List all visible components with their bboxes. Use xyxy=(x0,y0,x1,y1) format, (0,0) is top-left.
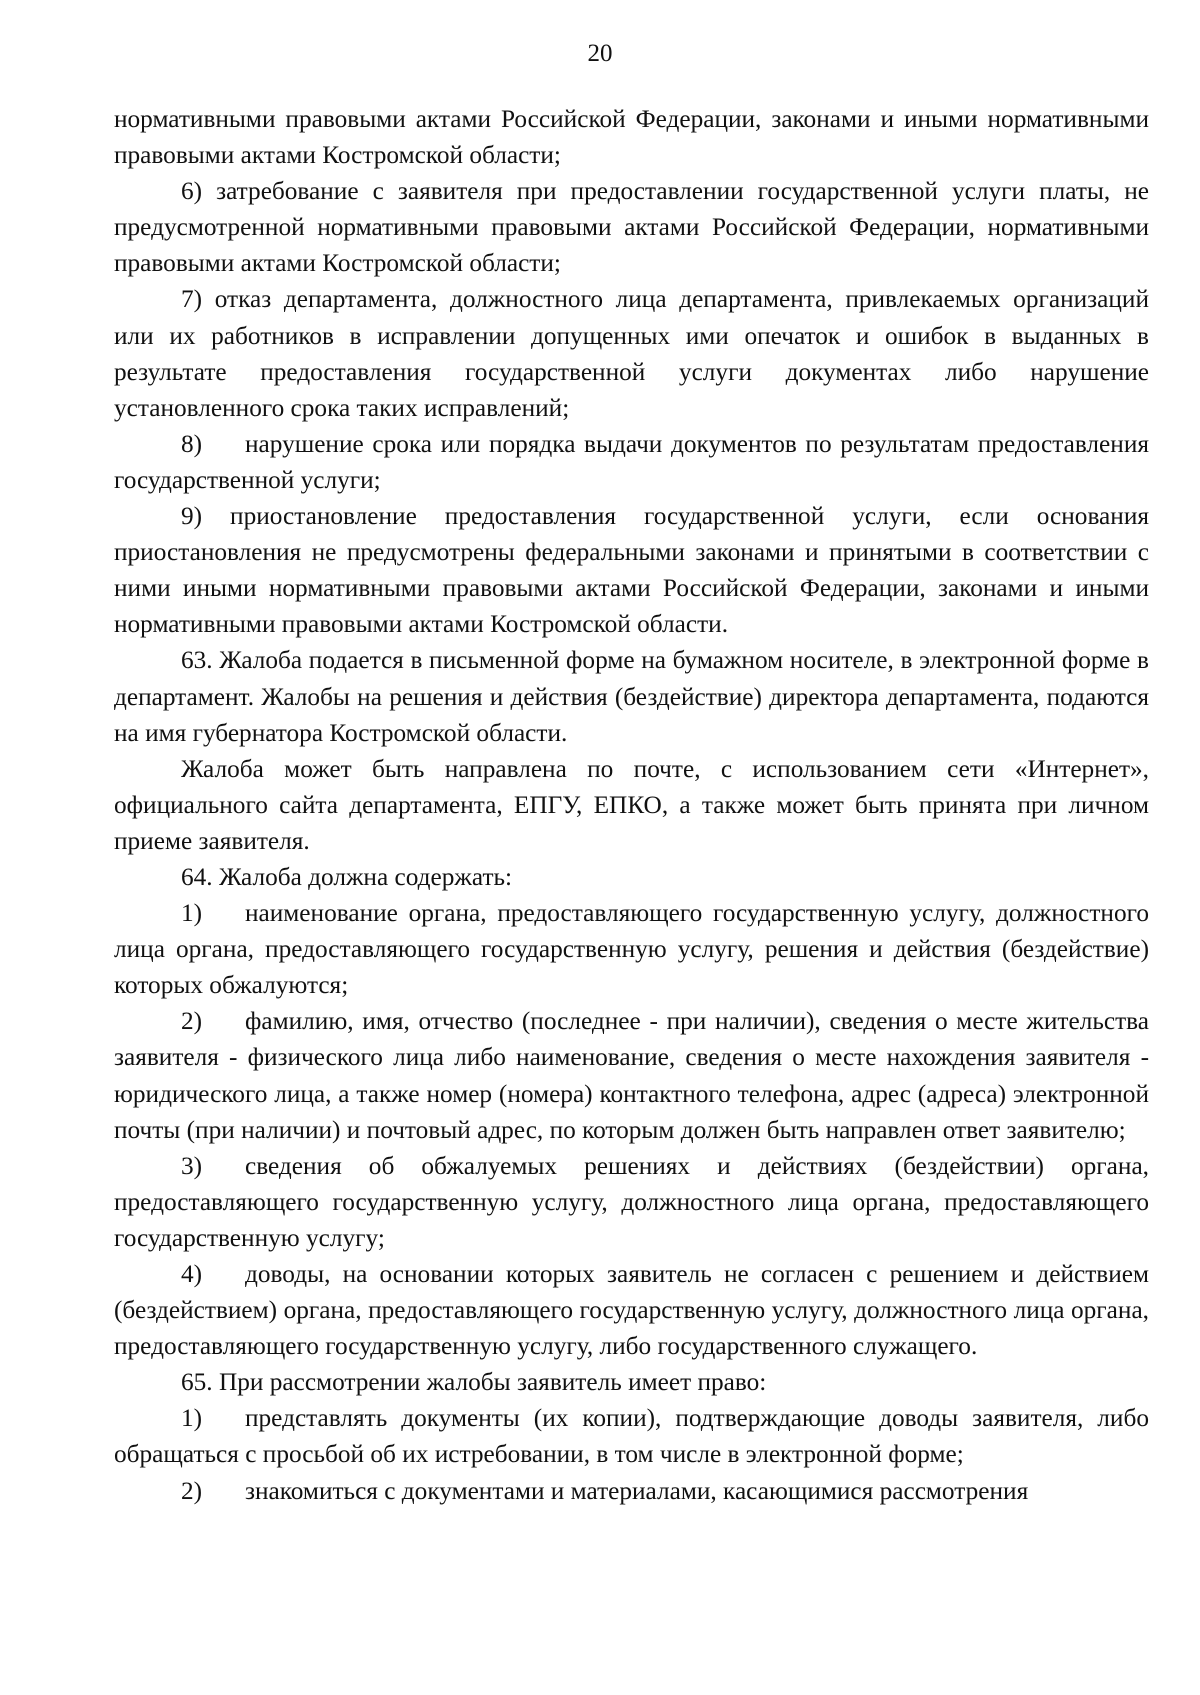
list-item xyxy=(114,281,1149,425)
section-number: 64. xyxy=(181,862,213,891)
list-item xyxy=(114,895,1149,1003)
section-text: При рассмотрении жалобы заявитель имеет право: xyxy=(218,1368,767,1397)
item-text: фамилию, имя, отчество (последнее - при наличии), сведения о месте жительства заявителя - физического лица либо наименование, сведения о месте нахождения заявителя - юридического лица, а также номер (номера) контактного телефона, адрес (адреса) электронной почты (при наличии) и почтовый адрес, по которым должен быть направлен ответ заявителю; xyxy=(114,1007,1149,1144)
section-text: Жалоба должна содержать: xyxy=(218,862,513,891)
list-item xyxy=(114,1148,1149,1256)
item-text: отказ департамента, должностного лица департамента, привлекаемых организаций или их работников в исправлении допущенных ими опечаток и ошибок в выданных в результате предоставления государственной услуги документах либо нарушение установленного срока таких исправлений; xyxy=(114,285,1149,422)
item-text: доводы, на основании которых заявитель не согласен с решением и действием (бездействием) органа, предоставляющего государственную услугу, должностного лица органа, предоставляющего государственную услугу, либо государственного служащего. xyxy=(114,1260,1149,1361)
item-text: приостановление предоставления государственной услуги, если основания приостановления не предусмотрены федеральными законами и принятыми в соответствии с ними иными нормативными правовыми актами Российской Федерации, законами и иными нормативными правовыми актами Костромской области. xyxy=(114,502,1149,639)
paragraph xyxy=(114,751,1149,859)
item-text: сведения об обжалуемых решениях и действиях (бездействии) органа, предоставляющего государственную услугу, должностного лица органа, предоставляющего государственную услугу; xyxy=(114,1151,1149,1252)
item-number: 2) xyxy=(181,1007,203,1036)
page-number: 20 xyxy=(587,40,613,67)
section-number: 65. xyxy=(181,1368,213,1397)
paragraph-text: нормативными правовыми актами Российской Федерации, законами и иными нормативными правовыми актами Костромской области; xyxy=(114,105,1149,170)
item-number: 7) xyxy=(181,285,203,314)
item-text: знакомиться с документами и материалами, касающимися рассмотрения xyxy=(245,1476,1029,1505)
paragraph xyxy=(114,101,1149,173)
item-number: 1) xyxy=(181,1404,203,1433)
list-item xyxy=(114,498,1149,642)
item-text: нарушение срока или порядка выдачи документов по результатам предоставления государственной услуги; xyxy=(114,429,1149,494)
list-item xyxy=(114,1003,1149,1147)
paragraph-text: Жалоба может быть направлена по почте, с использованием сети «Интернет», официального сайта департамента, ЕПГУ, ЕПКО, а также может быть принята при личном приеме заявителя. xyxy=(114,754,1149,855)
item-text: представлять документы (их копии), подтверждающие доводы заявителя, либо обращаться с просьбой об их истребовании, в том числе в электронной форме; xyxy=(114,1404,1149,1469)
section-63 xyxy=(114,642,1149,750)
document-body xyxy=(114,101,1149,1509)
list-item xyxy=(114,1256,1149,1364)
item-number: 4) xyxy=(181,1260,203,1288)
item-text: затребование с заявителя при предоставлении государственной услуги платы, не предусмотренной нормативными правовыми актами Российской Федерации, нормативными правовыми актами Костромской области; xyxy=(114,177,1149,278)
list-item xyxy=(114,1473,1149,1509)
list-item xyxy=(114,426,1149,498)
section-64 xyxy=(114,859,1149,895)
item-number: 9) xyxy=(181,502,203,531)
list-item xyxy=(114,173,1149,281)
item-text: наименование органа, предоставляющего государственную услугу, должностного лица органа, предоставляющего государственную услугу, решения и действия (бездействие) которых обжалуются; xyxy=(114,899,1149,1000)
section-number: 63. xyxy=(181,646,213,675)
section-text: Жалоба подается в письменной форме на бумажном носителе, в электронной форме в департамент. Жалобы на решения и действия (бездействие) директора департамента, подаются на имя губернатора Костромской области. xyxy=(114,646,1149,747)
item-number: 2) xyxy=(181,1476,203,1505)
item-number: 1) xyxy=(181,899,203,928)
item-number: 8) xyxy=(181,429,203,458)
item-number: 3) xyxy=(181,1151,203,1180)
item-number: 6) xyxy=(181,177,203,206)
section-65 xyxy=(114,1364,1149,1400)
list-item xyxy=(114,1400,1149,1472)
